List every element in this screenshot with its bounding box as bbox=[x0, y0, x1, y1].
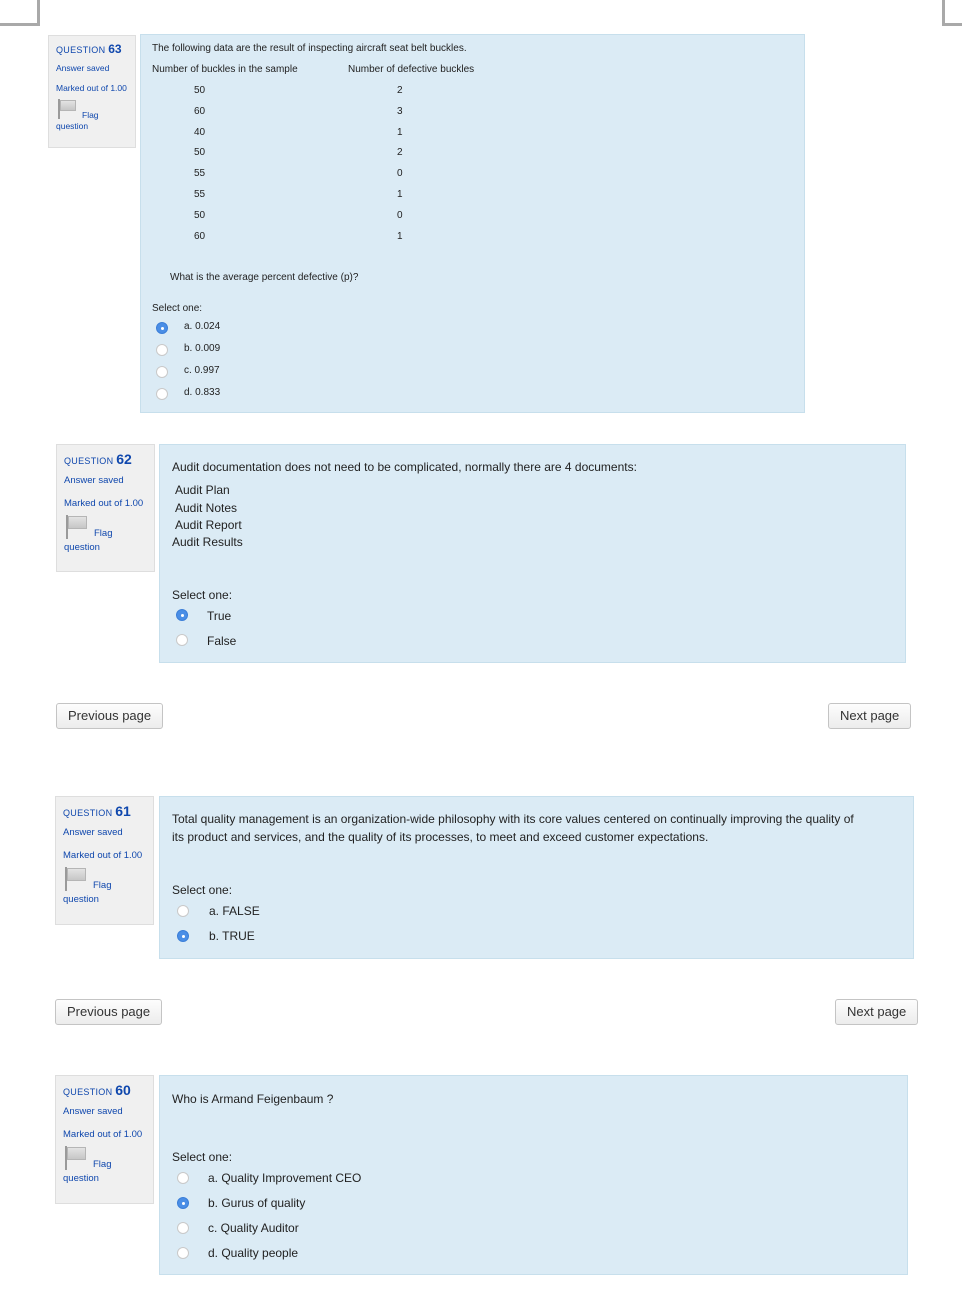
question-state: Answer saved bbox=[63, 1106, 123, 1117]
flag-question-toggle[interactable] bbox=[64, 514, 147, 540]
select-one-label: Select one: bbox=[172, 588, 233, 602]
question-info bbox=[55, 1075, 154, 1204]
answer-label-b[interactable]: b. TRUE bbox=[209, 929, 255, 943]
flag-icon bbox=[63, 866, 89, 892]
question-info bbox=[55, 796, 154, 925]
flag-question-toggle[interactable] bbox=[63, 1145, 146, 1171]
flag-label-suffix: question bbox=[63, 894, 99, 905]
page-corner-right bbox=[942, 0, 962, 26]
answer-label-b[interactable]: b. 0.009 bbox=[184, 343, 221, 354]
question-text: Who is Armand Feigenbaum ? bbox=[172, 1092, 334, 1106]
document-item: Audit Results bbox=[172, 535, 243, 549]
flag-label-suffix: question bbox=[56, 121, 89, 131]
answer-label-c[interactable]: c. 0.997 bbox=[184, 365, 220, 376]
table-cell: 50 bbox=[194, 85, 206, 96]
table-cell: 0 bbox=[397, 168, 403, 179]
question-text-line-1: Total quality management is an organization-wide philosophy with its core values centered on continually improving the quality of bbox=[172, 812, 854, 826]
table-cell: 1 bbox=[397, 231, 403, 242]
flag-label: Flag bbox=[94, 528, 113, 539]
table-cell: 0 bbox=[397, 210, 403, 221]
question-text-line-2: its product and services, and the quality of its processes, to meet and exceed customer expectations. bbox=[172, 830, 709, 844]
question-state: Answer saved bbox=[56, 63, 110, 73]
table-cell: 40 bbox=[194, 127, 206, 138]
document-item: Audit Notes bbox=[175, 501, 238, 515]
table-cell: 55 bbox=[194, 189, 206, 200]
question-grade: Marked out of 1.00 bbox=[63, 850, 143, 861]
question-intro: The following data are the result of inspecting aircraft seat belt buckles. bbox=[152, 43, 467, 54]
answer-radio-a[interactable] bbox=[177, 905, 189, 917]
table-cell: 3 bbox=[397, 106, 403, 117]
question-grade: Marked out of 1.00 bbox=[64, 498, 144, 509]
table-header-defective: Number of defective buckles bbox=[348, 64, 475, 75]
question-number: QUESTION 62 bbox=[64, 451, 132, 467]
answer-radio-b[interactable] bbox=[177, 930, 189, 942]
question-state: Answer saved bbox=[64, 475, 124, 486]
question-content bbox=[159, 444, 906, 663]
flag-label: Flag bbox=[82, 110, 99, 120]
answer-radio-c[interactable] bbox=[177, 1222, 189, 1234]
answer-label-a[interactable]: a. FALSE bbox=[209, 904, 260, 918]
question-state: Answer saved bbox=[63, 827, 123, 838]
answer-label-c[interactable]: c. Quality Auditor bbox=[208, 1221, 299, 1235]
flag-label-suffix: question bbox=[63, 1173, 99, 1184]
table-cell: 2 bbox=[397, 147, 403, 158]
flag-question-toggle[interactable] bbox=[56, 98, 128, 120]
question-info bbox=[48, 35, 136, 148]
table-cell: 1 bbox=[397, 189, 403, 200]
select-one-label: Select one: bbox=[172, 883, 233, 897]
answer-radio-b[interactable] bbox=[156, 344, 168, 356]
table-cell: 50 bbox=[194, 210, 206, 221]
question-number: QUESTION 60 bbox=[63, 1082, 131, 1098]
answer-label-d[interactable]: d. 0.833 bbox=[184, 387, 221, 398]
answer-label-a[interactable]: a. 0.024 bbox=[184, 321, 221, 332]
answer-radio-b[interactable] bbox=[177, 1197, 189, 1209]
select-one-label: Select one: bbox=[172, 1150, 233, 1164]
answer-radio-a[interactable] bbox=[156, 322, 168, 334]
flag-label-suffix: question bbox=[64, 542, 100, 553]
flag-icon bbox=[56, 98, 78, 120]
answer-radio-d[interactable] bbox=[177, 1247, 189, 1259]
flag-question-toggle[interactable] bbox=[63, 866, 146, 892]
document-item: Audit Plan bbox=[175, 483, 230, 497]
question-content bbox=[159, 796, 914, 959]
table-cell: 2 bbox=[397, 85, 403, 96]
next-page-button[interactable]: Next page bbox=[828, 703, 911, 729]
answer-label-true[interactable]: True bbox=[207, 609, 232, 623]
question-grade: Marked out of 1.00 bbox=[63, 1129, 143, 1140]
table-cell: 50 bbox=[194, 147, 206, 158]
answer-radio-d[interactable] bbox=[156, 388, 168, 400]
question-content bbox=[140, 34, 805, 413]
previous-page-button[interactable]: Previous page bbox=[56, 703, 163, 729]
answer-radio-false[interactable] bbox=[176, 634, 188, 646]
question-text: Audit documentation does not need to be complicated, normally there are 4 documents: bbox=[172, 460, 637, 474]
flag-label: Flag bbox=[93, 1159, 112, 1170]
previous-page-button[interactable]: Previous page bbox=[55, 999, 162, 1025]
next-page-button[interactable]: Next page bbox=[835, 999, 918, 1025]
answer-radio-a[interactable] bbox=[177, 1172, 189, 1184]
answer-radio-c[interactable] bbox=[156, 366, 168, 378]
answer-label-b[interactable]: b. Gurus of quality bbox=[208, 1196, 306, 1210]
document-item: Audit Report bbox=[175, 518, 242, 532]
question-prompt: What is the average percent defective (p)? bbox=[170, 272, 359, 283]
table-cell: 60 bbox=[194, 231, 206, 242]
question-grade: Marked out of 1.00 bbox=[56, 83, 127, 93]
table-cell: 55 bbox=[194, 168, 206, 179]
answer-label-d[interactable]: d. Quality people bbox=[208, 1246, 299, 1260]
answer-radio-true[interactable] bbox=[176, 609, 188, 621]
table-header-sample: Number of buckles in the sample bbox=[152, 64, 298, 75]
question-number: QUESTION 61 bbox=[63, 803, 131, 819]
answer-label-false[interactable]: False bbox=[207, 634, 237, 648]
page-corner-left bbox=[0, 0, 40, 26]
question-content bbox=[159, 1075, 908, 1275]
flag-icon bbox=[64, 514, 90, 540]
question-number: QUESTION 63 bbox=[56, 42, 122, 56]
flag-label: Flag bbox=[93, 880, 112, 891]
select-one-label: Select one: bbox=[152, 303, 203, 314]
table-cell: 60 bbox=[194, 106, 206, 117]
answer-label-a[interactable]: a. Quality Improvement CEO bbox=[208, 1171, 362, 1185]
table-cell: 1 bbox=[397, 127, 403, 138]
question-info bbox=[56, 444, 155, 572]
flag-icon bbox=[63, 1145, 89, 1171]
